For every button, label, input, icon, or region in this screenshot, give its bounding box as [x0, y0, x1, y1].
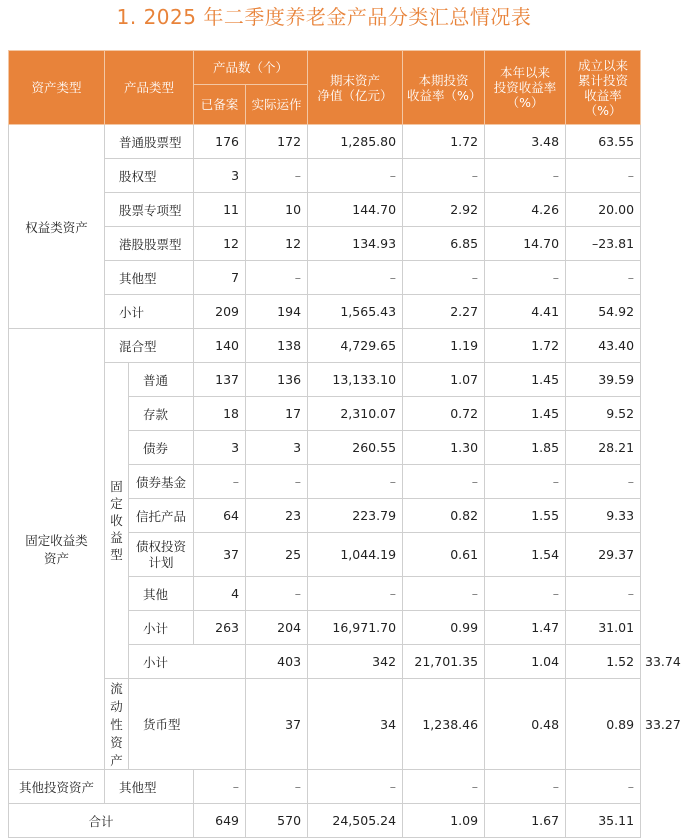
row-label: 货币型 — [129, 679, 246, 770]
table-row: 小计 263 204 16,971.70 0.99 1.47 31.01 — [9, 611, 641, 645]
group-fixed-income-type: 固 定 收 益 型 — [105, 363, 129, 679]
header-product-type: 产品类型 — [105, 51, 194, 125]
row-label: 其他 — [129, 577, 194, 611]
row-label: 存款 — [129, 397, 194, 431]
header-operating: 实际运作 — [246, 85, 308, 125]
table-row: 小计 209 194 1,565.43 2.27 4.41 54.92 — [9, 295, 641, 329]
header-filed: 已备案 — [194, 85, 246, 125]
row-label: 信托产品 — [129, 499, 194, 533]
row-label: 债权投资 计划 — [129, 533, 194, 577]
table-row: 存款 18 17 2,310.07 0.72 1.45 9.52 — [9, 397, 641, 431]
table-row: 债券 3 3 260.55 1.30 1.85 28.21 — [9, 431, 641, 465]
total-label: 合计 — [9, 804, 194, 838]
header-cumulative-return: 成立以来 累计投资 收益率（%） — [566, 51, 641, 125]
table-row-total: 合计 649 570 24,505.24 1.09 1.67 35.11 — [9, 804, 641, 838]
row-label: 其他型 — [105, 261, 194, 295]
header-product-count: 产品数（个） — [194, 51, 308, 85]
table-row: 固 定 收 益 型 普通 137 136 13,133.10 1.07 1.45 39.59 — [9, 363, 641, 397]
row-label: 其他型 — [105, 770, 194, 804]
row-label: 股票专项型 — [105, 193, 194, 227]
row-label: 普通 — [129, 363, 194, 397]
row-label: 小计 — [129, 611, 194, 645]
group-fixed-income: 固定收益类 资产 — [9, 329, 105, 770]
table-row: 信托产品 64 23 223.79 0.82 1.55 9.33 — [9, 499, 641, 533]
row-label: 债券基金 — [129, 465, 194, 499]
table-row: 固定收益类 资产 混合型 140 138 4,729.65 1.19 1.72 43.40 — [9, 329, 641, 363]
group-other-assets: 其他投资资产 — [9, 770, 105, 804]
row-label: 债券 — [129, 431, 194, 465]
header-asset-type: 资产类型 — [9, 51, 105, 125]
group-liquidity: 流动性资产 — [105, 679, 129, 770]
table-row: 流动性资产 货币型 37 34 1,238.46 0.48 0.89 33.27 — [9, 679, 641, 770]
header-ytd-return: 本年以来 投资收益率 （%） — [485, 51, 566, 125]
header-net-value: 期末资产 净值（亿元） — [308, 51, 403, 125]
group-equity: 权益类资产 — [9, 125, 105, 329]
row-label: 港股股票型 — [105, 227, 194, 261]
row-label: 小计 — [129, 645, 246, 679]
table-row: 权益类资产 普通股票型 176 172 1,285.80 1.72 3.48 63.55 — [9, 125, 641, 159]
table-row: 其他 4 – – – – – — [9, 577, 641, 611]
row-label: 小计 — [105, 295, 194, 329]
table-row: 小计 403 342 21,701.35 1.04 1.52 33.74 — [9, 645, 641, 679]
table-row: 债权投资 计划 37 25 1,044.19 0.61 1.54 29.37 — [9, 533, 641, 577]
row-label: 混合型 — [105, 329, 194, 363]
page-title: 1. 2025 年二季度养老金产品分类汇总情况表 — [116, 5, 532, 29]
header-period-return: 本期投资 收益率（%） — [403, 51, 485, 125]
table-row: 港股股票型 12 12 134.93 6.85 14.70 –23.81 — [9, 227, 641, 261]
pension-product-summary-table — [8, 50, 681, 838]
table-row: 其他型 7 – – – – – — [9, 261, 641, 295]
table-row: 股权型 3 – – – – – — [9, 159, 641, 193]
row-label: 股权型 — [105, 159, 194, 193]
table-row: 其他投资资产 其他型 – – – – – – — [9, 770, 641, 804]
table-row: 股票专项型 11 10 144.70 2.92 4.26 20.00 — [9, 193, 641, 227]
table-row: 债券基金 – – – – – – — [9, 465, 641, 499]
row-label: 普通股票型 — [105, 125, 194, 159]
